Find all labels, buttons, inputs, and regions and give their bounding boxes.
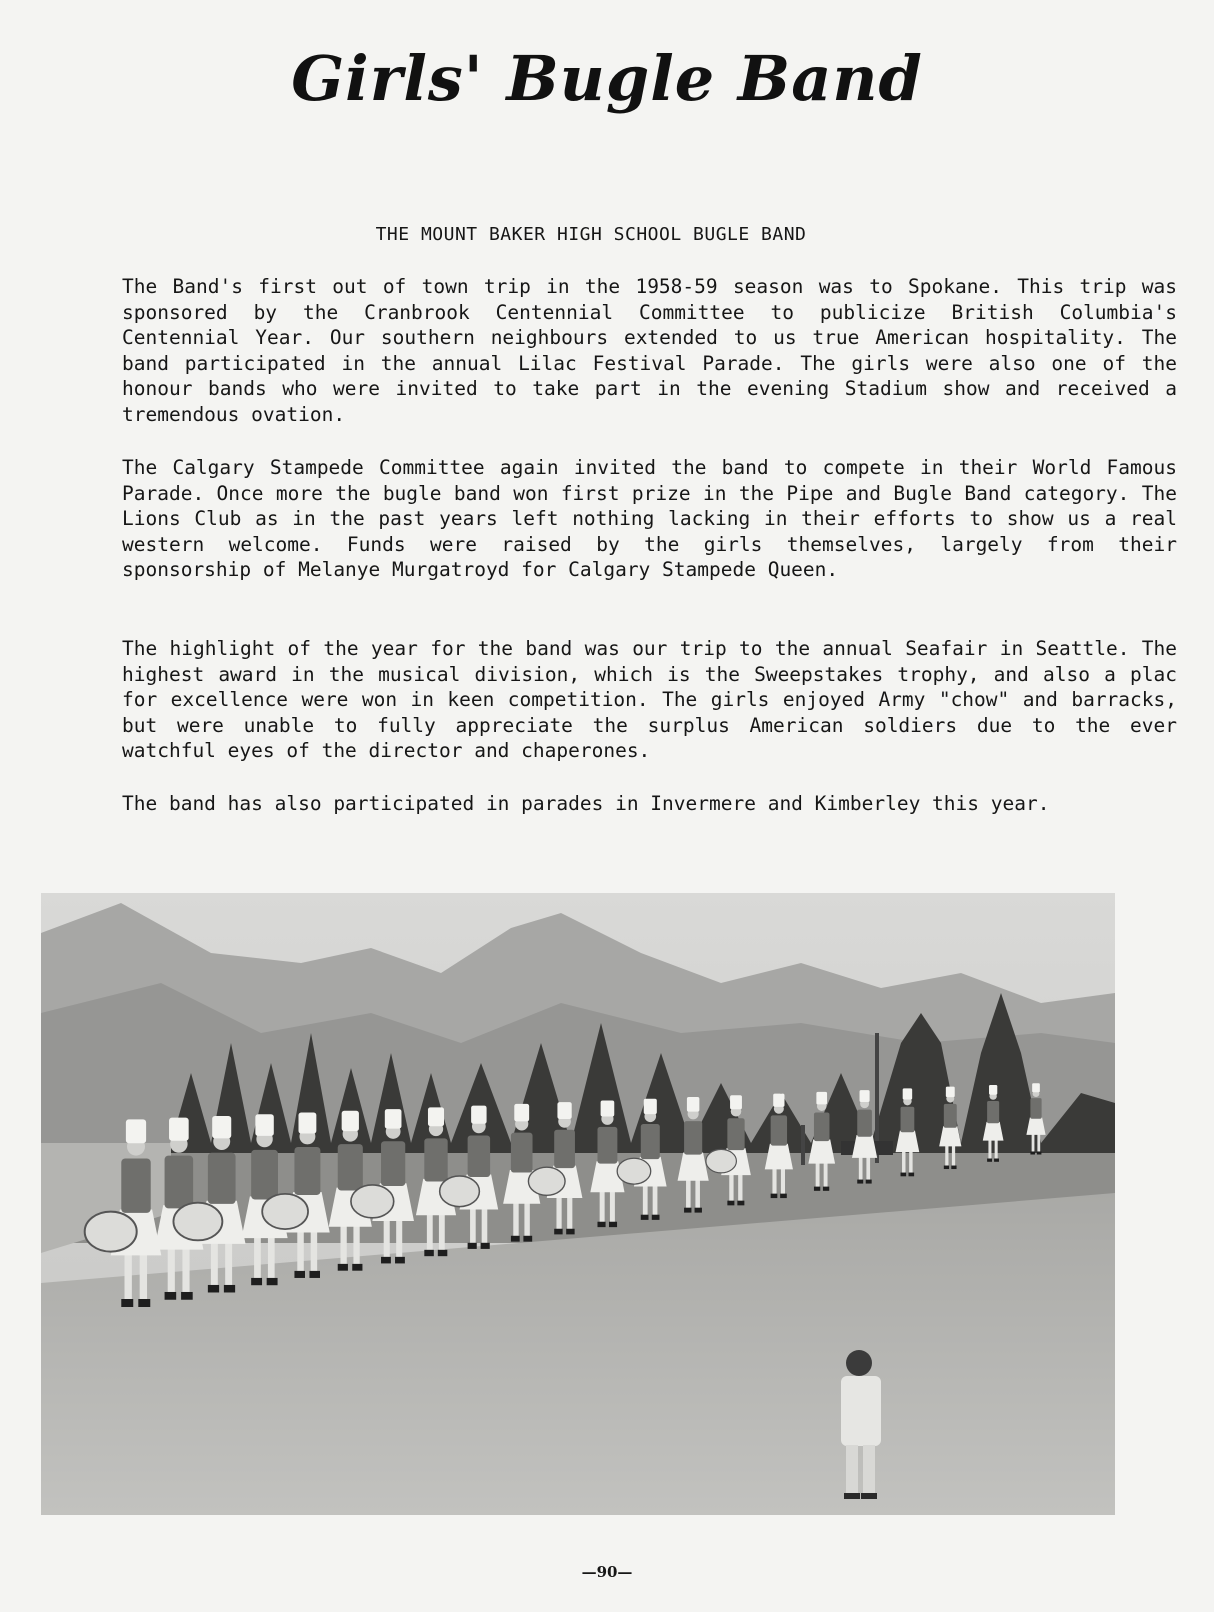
page-number: —90— — [581, 1563, 633, 1581]
band-parade-photo — [41, 893, 1115, 1515]
paragraph-calgary: The Calgary Stampede Committee again invited the band to compete in their World Famous Parade. Once more the bugle band won first prize in the Pipe and Bugle Band category. The Lions Club as in the past years left nothing lacking in their efforts to show us a real western welcome. Funds were raised by the girls themselves, largely from their sponsorship of Melanye Murgatroyd for Calgary Stampede Queen. — [122, 456, 1177, 582]
page-title: Girls' Bugle Band — [291, 42, 923, 115]
article-heading: THE MOUNT BAKER HIGH SCHOOL BUGLE BAND — [375, 224, 807, 245]
paragraph-seafair: The highlight of the year for the band was our trip to the annual Seafair in Seattle. The highest award in the musical division, which is the Sweepstakes trophy, and also a plac for excellence were won in keen competition. The girls enjoyed Army "chow" and barracks, but were unable to fully appreciate the surplus American soldiers due to the ever watchful eyes of the director and chaperones. — [122, 637, 1177, 763]
paragraph-spokane: The Band's first out of town trip in the 1958-59 season was to Spokane. This trip was sponsored by the Cranbrook Centennial Committee to publicize British Columbia's Centennial Year. Our southern neighbours extended to us true American hospitality. The band participated in the annual Lilac Festival Parade. The girls were also one of the honour bands who were invited to take part in the evening Stadium show and received a tremendous ovation. — [122, 275, 1177, 426]
paragraph-other-parades: The band has also participated in parades in Invermere and Kimberley this year. — [122, 792, 1050, 815]
